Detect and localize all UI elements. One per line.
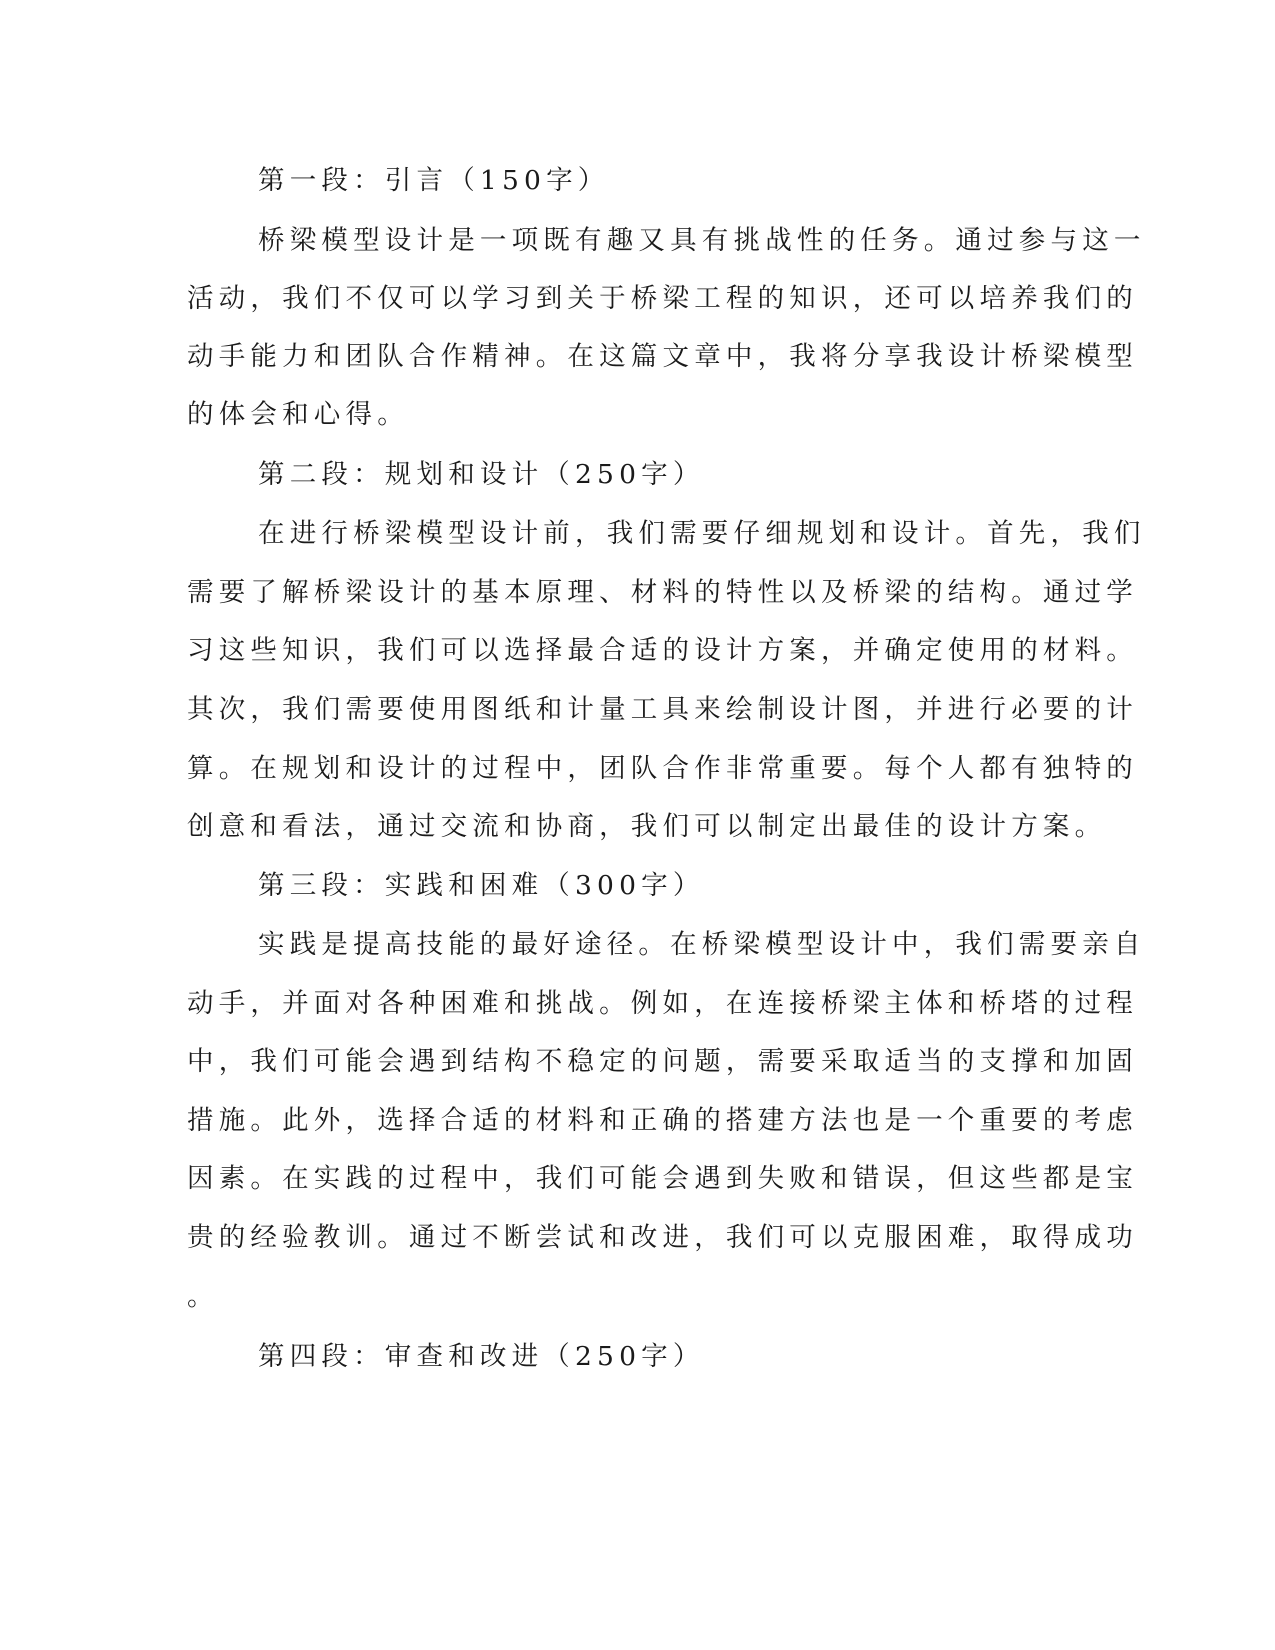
paragraph-line: 习这些知识，我们可以选择最合适的设计方案，并确定使用的材料。 [187,635,1138,666]
paragraph-line: 活动，我们不仅可以学习到关于桥梁工程的知识，还可以培养我们的 [187,283,1138,314]
heading-section-1: 第一段：引言（150字） [258,165,610,196]
paragraph-line: 算。在规划和设计的过程中，团队合作非常重要。每个人都有独特的 [187,753,1138,784]
paragraph-line: 措施。此外，选择合适的材料和正确的搭建方法也是一个重要的考虑 [187,1105,1138,1136]
paragraph-line: 动手能力和团队合作精神。在这篇文章中，我将分享我设计桥梁模型 [187,341,1138,372]
paragraph-line: 的体会和心得。 [187,399,409,430]
paragraph-line: 需要了解桥梁设计的基本原理、材料的特性以及桥梁的结构。通过学 [187,577,1138,608]
heading-section-3: 第三段：实践和困难（300字） [258,870,705,901]
paragraph-line: 桥梁模型设计是一项既有趣又具有挑战性的任务。通过参与这一 [258,225,1146,256]
paragraph-line: 在进行桥梁模型设计前，我们需要仔细规划和设计。首先，我们 [258,518,1146,549]
paragraph-line: 中，我们可能会遇到结构不稳定的问题，需要采取适当的支撑和加固 [187,1046,1138,1077]
heading-section-2: 第二段：规划和设计（250字） [258,459,705,490]
heading-section-4: 第四段：审查和改进（250字） [258,1341,705,1372]
paragraph-line: 贵的经验教训。通过不断尝试和改进，我们可以克服困难，取得成功 [187,1222,1138,1253]
paragraph-line: 其次，我们需要使用图纸和计量工具来绘制设计图，并进行必要的计 [187,694,1138,725]
paragraph-line: 实践是提高技能的最好途径。在桥梁模型设计中，我们需要亲自 [258,929,1146,960]
paragraph-line: 因素。在实践的过程中，我们可能会遇到失败和错误，但这些都是宝 [187,1163,1138,1194]
paragraph-line: 动手，并面对各种困难和挑战。例如，在连接桥梁主体和桥塔的过程 [187,988,1138,1019]
paragraph-line: 。 [187,1281,219,1312]
paragraph-line: 创意和看法，通过交流和协商，我们可以制定出最佳的设计方案。 [187,811,1107,842]
